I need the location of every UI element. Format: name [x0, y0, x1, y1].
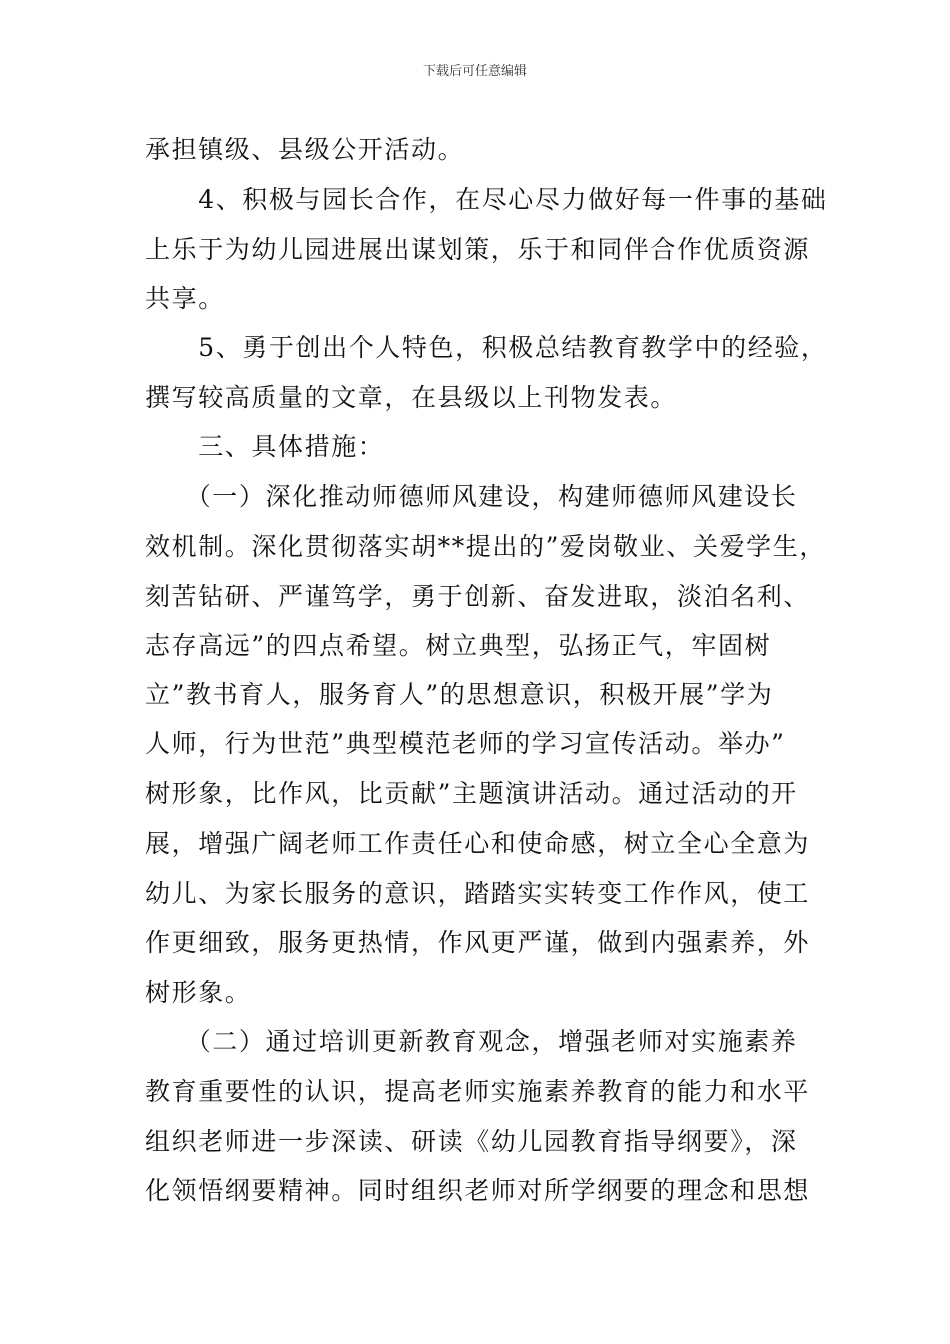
body-line: 组织老师进一步深读、研读《幼儿园教育指导纲要》，深 [145, 1127, 798, 1156]
body-line: 树形象。 [145, 978, 252, 1007]
body-line: 化领悟纲要精神。同时组织老师对所学纲要的理念和思想 [145, 1176, 811, 1205]
body-line: 教育重要性的认识，提高老师实施素养教育的能力和水平 [145, 1077, 811, 1106]
body-line: 承担镇级、县级公开活动。 [145, 135, 465, 164]
body-line: 幼儿、为家长服务的意识，踏踏实实转变工作作风，使工 [145, 879, 811, 908]
body-line: 效机制。深化贯彻落实胡**提出的”爱岗敬业、关爱学生， [145, 532, 826, 561]
body-line: 撰写较高质量的文章，在县级以上刊物发表。 [145, 383, 678, 412]
body-line: 立”教书育人，服务育人”的思想意识，积极开展”学为 [145, 680, 774, 709]
body-line: 人师，行为世范”典型模范老师的学习宣传活动。举办” [145, 729, 786, 758]
body-line: 刻苦钻研、严谨笃学，勇于创新、奋发进取，淡泊名利、 [145, 582, 811, 611]
body-line: 5、勇于创出个人特色，积极总结教育教学中的经验， [145, 333, 828, 362]
body-line: 作更细致，服务更热情，作风更严谨，做到内强素养，外 [145, 928, 811, 957]
body-line: （二）通过培训更新教育观念，增强老师对实施素养 [145, 1027, 798, 1056]
body-line: 三、具体措施： [145, 432, 385, 461]
body-line: 4、积极与园长合作，在尽心尽力做好每一件事的基础 [145, 185, 828, 214]
body-line: 共享。 [145, 284, 225, 313]
body-line: 树形象，比作风，比贡献”主题演讲活动。通过活动的开 [145, 779, 798, 808]
page-header: 下载后可任意编辑 [422, 64, 527, 79]
body-line: 志存高远”的四点希望。树立典型，弘扬正气，牢固树 [145, 631, 772, 660]
body-line: （一）深化推动师德师风建设，构建师德师风建设长 [145, 482, 798, 511]
body-line: 展，增强广阔老师工作责任心和使命感，树立全心全意为 [145, 829, 811, 858]
body-line: 上乐于为幼儿园进展出谋划策，乐于和同伴合作优质资源 [145, 235, 811, 264]
